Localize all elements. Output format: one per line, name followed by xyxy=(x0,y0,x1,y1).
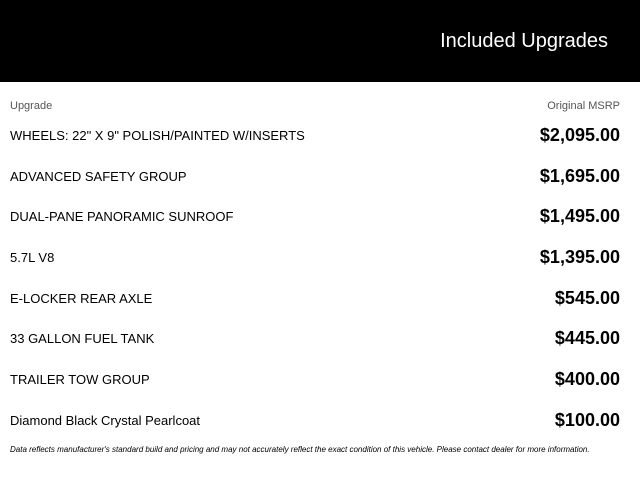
column-headers xyxy=(10,99,620,113)
upgrade-name: ADVANCED SAFETY GROUP xyxy=(10,168,187,184)
upgrade-name: DUAL-PANE PANORAMIC SUNROOF xyxy=(10,209,234,225)
upgrade-row xyxy=(10,359,620,400)
msrp-column-header: Original MSRP xyxy=(547,100,620,112)
disclaimer-text: Data reflects manufacturer's standard build and pricing and may not accurately reflect the exact condition of this vehicle. Please contact dealer for more information. xyxy=(10,445,590,454)
upgrade-price: $1,495.00 xyxy=(539,206,620,227)
upgrade-price: $400.00 xyxy=(554,369,620,390)
upgrade-name: TRAILER TOW GROUP xyxy=(10,372,150,388)
upgrade-name: Diamond Black Crystal Pearlcoat xyxy=(10,412,201,428)
upgrade-price: $1,695.00 xyxy=(539,165,620,186)
upgrade-name: 33 GALLON FUEL TANK xyxy=(10,331,155,347)
upgrade-price: $1,395.00 xyxy=(539,247,620,268)
upgrade-row xyxy=(10,115,620,156)
upgrade-name: E-LOCKER REAR AXLE xyxy=(10,290,153,306)
upgrade-row xyxy=(10,318,620,359)
upgrade-price: $545.00 xyxy=(554,287,620,308)
upgrade-row xyxy=(10,196,620,237)
upgrade-name: WHEELS: 22" X 9" POLISH/PAINTED W/INSERTS xyxy=(10,128,305,143)
page-title: Included Upgrades xyxy=(440,30,608,52)
upgrade-row xyxy=(10,278,620,319)
header-banner xyxy=(0,0,640,82)
upgrade-price: $445.00 xyxy=(554,328,620,349)
upgrade-price: $100.00 xyxy=(554,409,620,430)
upgrade-row xyxy=(10,400,620,441)
upgrades-list xyxy=(10,115,620,441)
upgrade-row xyxy=(10,156,620,197)
upgrade-price: $2,095.00 xyxy=(539,125,620,145)
upgrade-row xyxy=(10,237,620,278)
upgrade-name: 5.7L V8 xyxy=(10,250,55,266)
upgrade-column-header: Upgrade xyxy=(10,100,53,112)
